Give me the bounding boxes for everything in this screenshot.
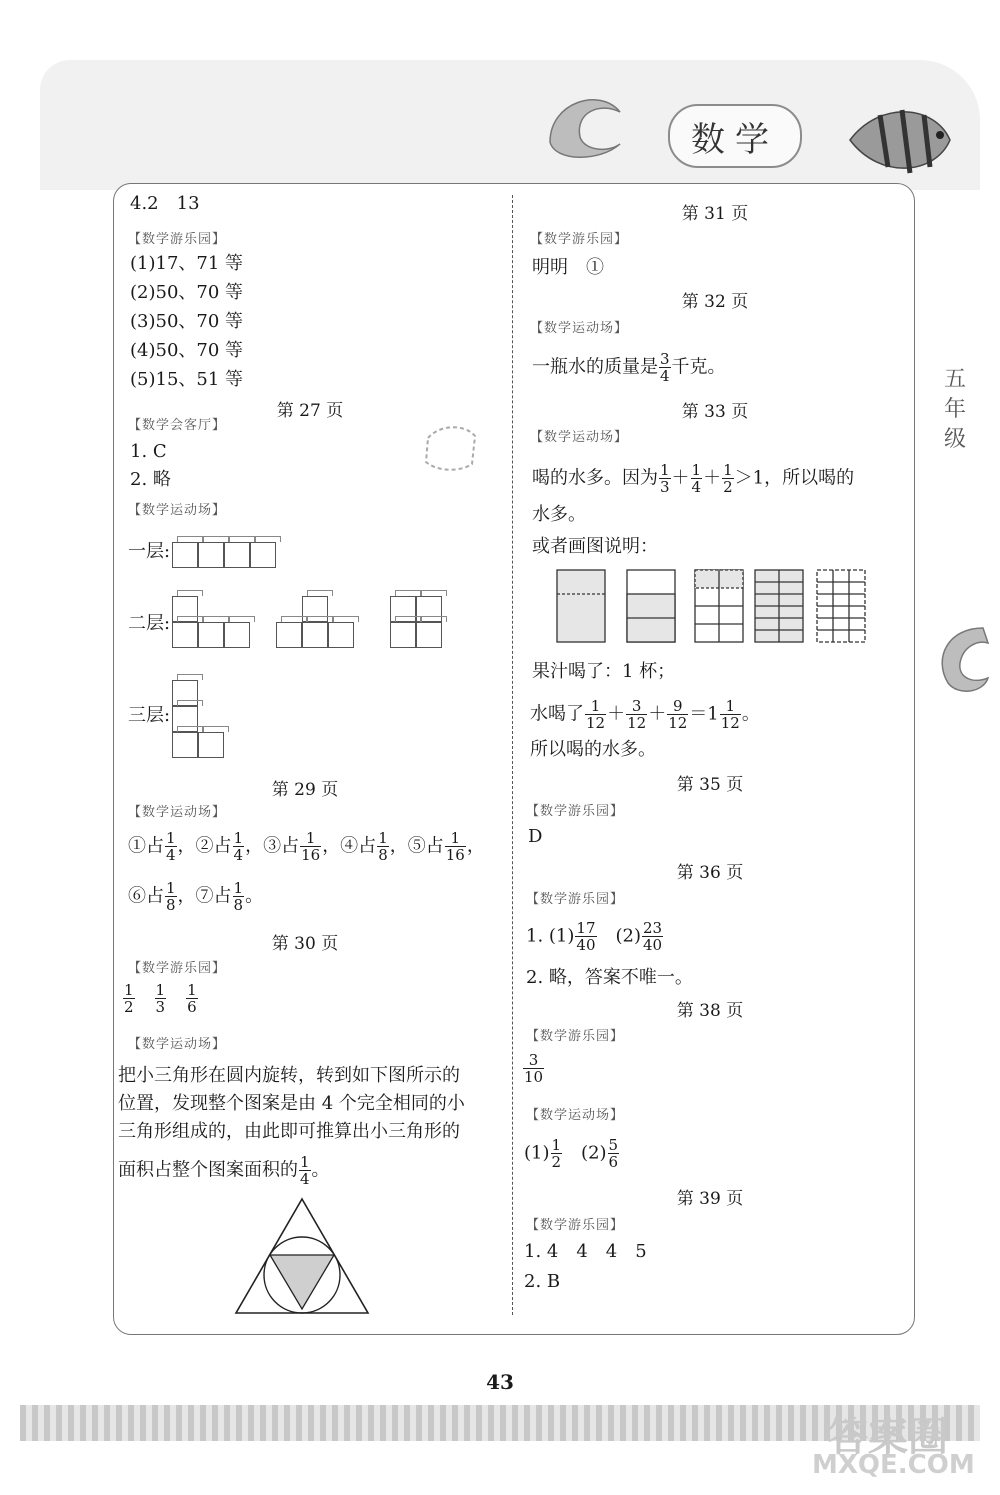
list-item: (2)50、70 等 [130,282,244,303]
answer-line: 水多。 [532,504,586,525]
cube-view-layer2-a [172,592,262,652]
page-heading: 第 27 页 [276,401,344,421]
fraction: $\frac{3}{10}$ [524,1051,544,1086]
answer-line: 2. 略 [130,469,171,490]
triangle-circle-figure [232,1195,372,1317]
fraction: $\frac{3}{4}$ [660,350,670,385]
answer-line: 1. 4 4 4 5 [524,1241,647,1262]
list-item: (4)50、70 等 [130,340,244,361]
paragraph-line: 三角形组成的，由此即可推算出小三角形的 [118,1121,460,1142]
answer-line: 一瓶水的质量是 $\frac{3}{4}$ 千克。 [532,350,726,385]
answer-line: 1. C [130,441,167,462]
section-tag: 【数学游乐园】 [530,232,629,247]
page-heading: 第 31 页 [681,204,749,224]
fraction: $\frac{5}{6}$ [608,1136,619,1171]
fraction: $\frac{1}{3}$ [660,461,670,496]
fraction: $\frac{1}{2}$ [124,981,134,1016]
fraction: $\frac{1}{4}$ [300,1153,310,1188]
paragraph-line: 面积占整个图案面积的 $\frac{1}{4}$ 。 [118,1153,330,1188]
fraction: $\frac{1}{12}$ [586,697,606,732]
answer-line: 喝的水多。因为 $\frac{1}{3}$ ＋ $\frac{1}{4}$ ＋ $\frac{1}{2}$ ＞1，所以喝的 [532,461,855,496]
fraction: $\frac{1}{4}$ [166,829,176,864]
answer-line: ⑥占 $\frac{1}{8}$ ，⑦占 $\frac{1}{8}$ 。 [128,879,264,914]
fraction: $\frac{9}{12}$ [668,697,688,732]
answer-line: 2. B [524,1271,561,1292]
page-heading: 第 30 页 [271,934,339,954]
column-divider [512,195,513,1315]
layer-label: 二层: [128,613,171,634]
fraction: $\frac{1}{12}$ [720,697,740,732]
page-heading: 第 35 页 [676,775,744,795]
section-tag: 【数学运动场】 [128,1037,227,1052]
answer-line [122,982,199,1015]
fraction: $\frac{1}{3}$ [155,981,166,1016]
fraction: $\frac{1}{4}$ [233,829,244,864]
section-tag: 【数学会客厅】 [128,418,227,433]
answer-line: D [528,826,543,847]
answer-line [522,1052,545,1085]
page-number: 43 [486,1370,514,1394]
answer-line: 1. (1) $\frac{17}{40}$ (2) $\frac{23}{40}$ [526,919,663,954]
answer-line: 2. 略，答案不唯一。 [526,967,693,988]
fraction: $\frac{17}{40}$ [576,919,596,954]
section-tag: 【数学游乐园】 [526,892,625,907]
section-tag: 【数学游乐园】 [526,804,625,819]
section-tag: 【数学游乐园】 [526,1218,625,1233]
list-item: (3)50、70 等 [130,311,244,332]
section-tag: 【数学游乐园】 [128,232,227,247]
answer-line: ①占 $\frac{1}{4}$ ，②占 $\frac{1}{4}$ ，③占 $\frac{1}{16}$ ，④占 $\frac{1}{8}$ ，⑤占 $\frac{1}{16}$ ， [128,829,485,864]
fraction: $\frac{1}{16}$ [301,829,321,864]
cube-view-layer1 [172,536,282,572]
page-heading: 第 36 页 [676,863,744,883]
list-item: (5)15、51 等 [130,369,244,390]
answer-line: 水喝了 $\frac{1}{12}$ ＋ $\frac{3}{12}$ ＋ $\frac{9}{12}$ ＝1 $\frac{1}{12}$ 。 [530,697,760,732]
page-heading: 第 38 页 [676,1001,744,1021]
fraction: $\frac{1}{2}$ [551,1136,562,1171]
answer-line: 所以喝的水多。 [530,739,656,760]
fraction: $\frac{1}{8}$ [378,829,388,864]
cube-view-layer3 [172,676,242,762]
layer-label: 一层: [128,541,171,562]
watermark-logo: 答案圈 [828,1414,948,1460]
cube-view-layer2-c [390,592,450,652]
fish-icon [840,95,970,185]
wave-icon [540,82,630,162]
section-tag: 【数学运动场】 [128,503,227,518]
section-tag: 【数学运动场】 [530,430,629,445]
fraction: $\frac{23}{40}$ [643,919,663,954]
stamp-icon [420,420,480,475]
section-tag: 【数学游乐园】 [128,961,227,976]
section-tag: 【数学游乐园】 [526,1029,625,1044]
fraction: $\frac{1}{8}$ [166,879,176,914]
answer-line: 4.2 13 [130,193,200,214]
cups-diagram [555,568,875,644]
answer-line: 明明 ① [532,257,604,278]
page-heading: 第 32 页 [681,292,749,312]
fraction: $\frac{1}{8}$ [233,879,244,914]
answer-line: (1) $\frac{1}{2}$ (2) $\frac{5}{6}$ [524,1136,619,1171]
page-heading: 第 29 页 [271,780,339,800]
fraction: $\frac{1}{2}$ [723,461,733,496]
section-tag: 【数学运动场】 [530,321,629,336]
section-tag: 【数学运动场】 [526,1108,625,1123]
answer-line: 果汁喝了：1 杯； [532,661,676,682]
fraction: $\frac{1}{4}$ [691,461,702,496]
fraction: $\frac{3}{12}$ [627,697,647,732]
paragraph-line: 把小三角形在圆内旋转，转到如下图所示的 [118,1065,460,1086]
fraction: $\frac{1}{6}$ [187,981,197,1016]
paragraph-line: 位置，发现整个图案是由 4 个完全相同的小 [118,1093,465,1114]
page-heading: 第 33 页 [681,402,749,422]
subject-title: 数学 [668,104,802,168]
watermark-site: MXQE.COM [812,1450,975,1480]
layer-label: 三层: [128,705,171,726]
section-tag: 【数学运动场】 [128,805,227,820]
answer-line: 或者画图说明： [532,536,658,557]
cube-view-layer2-b [276,592,366,652]
wave-icon-side [928,618,990,698]
page-heading: 第 39 页 [676,1189,744,1209]
list-item: (1)17、71 等 [130,253,244,274]
header-band [40,60,980,190]
grade-label: 五年级 [943,367,966,452]
fraction: $\frac{1}{16}$ [445,829,465,864]
